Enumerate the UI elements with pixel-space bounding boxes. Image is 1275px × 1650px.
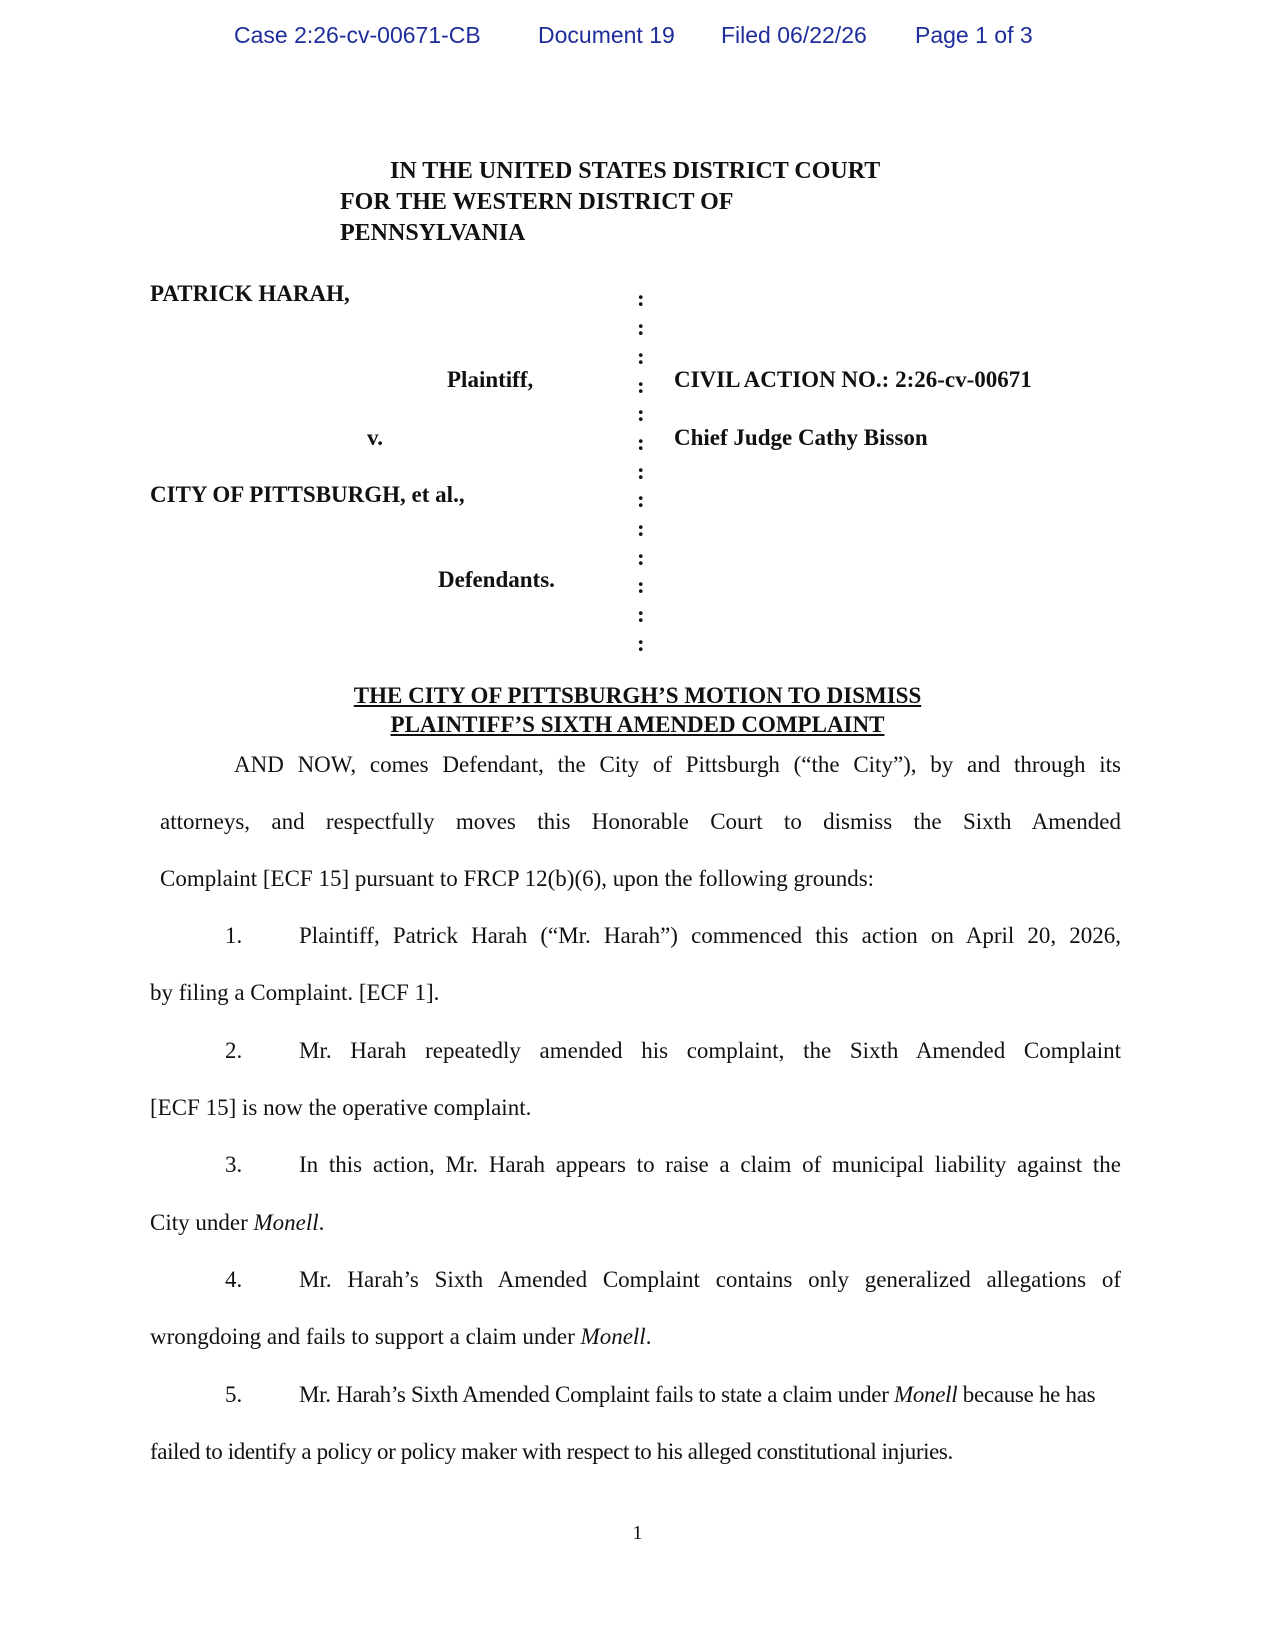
caption-separator: : [637, 602, 645, 627]
caption-separator: : [637, 344, 645, 369]
paragraph-number: 3. [225, 1152, 243, 1177]
ecf-filed-date: Filed 06/22/26 [721, 22, 867, 48]
caption-separator: : [637, 573, 645, 598]
intro-line3: Complaint [ECF 15] pursuant to FRCP 12(b)(6), upon the following grounds: [160, 866, 875, 891]
caption-separator: : [637, 487, 645, 512]
paragraph-4-line2-suffix: . [645, 1324, 652, 1349]
paragraph-number: 5. [225, 1382, 243, 1407]
ecf-case-number: Case 2:26-cv-00671-CB [234, 22, 481, 48]
court-heading-line2: FOR THE WESTERN DISTRICT OF [340, 189, 734, 215]
paragraph-5-line1-suffix: because he has [957, 1382, 1096, 1407]
defendant-label: Defendants. [438, 567, 555, 592]
paragraph-4-line2 [150, 1324, 651, 1350]
page-number: 1 [632, 1522, 643, 1544]
motion-title-line2: PLAINTIFF’S SIXTH AMENDED COMPLAINT [390, 712, 885, 737]
judge-name: Chief Judge Cathy Bisson [674, 425, 928, 450]
paragraph-2-line1-text: Mr. Harah repeatedly amended his complaint, the Sixth Amended Complaint [299, 1038, 1121, 1063]
intro-line1 [234, 752, 1121, 778]
paragraph-number: 1. [225, 923, 243, 948]
caption-separator: : [637, 631, 645, 656]
paragraph-2-line2: [ECF 15] is now the operative complaint. [150, 1095, 532, 1120]
intro-line1-text: AND NOW, comes Defendant, the City of Pittsburgh (“the City”), by and through its [234, 752, 1121, 777]
court-heading-line3: PENNSYLVANIA [340, 220, 526, 246]
case-citation: Monell [894, 1382, 958, 1407]
caption-separator: : [637, 459, 645, 484]
caption-separator: : [637, 401, 645, 426]
paragraph-5-line1-prefix: Mr. Harah’s Sixth Amended Complaint fails to state a claim under [299, 1382, 894, 1407]
ecf-document-number: Document 19 [538, 22, 675, 48]
paragraph-1-line1-text: Plaintiff, Patrick Harah (“Mr. Harah”) commenced this action on April 20, 2026, [299, 923, 1121, 948]
caption-separator: : [637, 516, 645, 541]
case-citation: Monell [253, 1210, 319, 1235]
intro-line2 [160, 809, 1121, 835]
paragraph-3-line2-prefix: City under [150, 1210, 254, 1235]
paragraph-1-line2: by filing a Complaint. [ECF 1]. [150, 980, 440, 1005]
court-heading-line1: IN THE UNITED STATES DISTRICT COURT [390, 158, 881, 184]
case-citation: Monell [580, 1324, 646, 1349]
paragraph-4-line1 [299, 1267, 1121, 1293]
caption-separator: : [637, 373, 645, 398]
caption-separator: : [637, 545, 645, 570]
paragraph-number: 2. [225, 1038, 243, 1063]
paragraph-5-line2: failed to identify a policy or policy maker with respect to his alleged constitutional injuries. [150, 1439, 953, 1464]
plaintiff-label: Plaintiff, [447, 367, 534, 392]
plaintiff-name: PATRICK HARAH, [150, 281, 350, 306]
caption-separator: : [637, 430, 645, 455]
paragraph-3-line1 [299, 1152, 1121, 1178]
paragraph-4-line2-prefix: wrongdoing and fails to support a claim under [150, 1324, 581, 1349]
paragraph-3-line2-suffix: . [318, 1210, 325, 1235]
civil-action-number: CIVIL ACTION NO.: 2:26-cv-00671 [674, 367, 1032, 392]
paragraph-2-line1 [299, 1038, 1121, 1064]
versus-label: v. [367, 425, 383, 450]
defendant-name: CITY OF PITTSBURGH, et al., [150, 482, 465, 507]
paragraph-5-line1 [299, 1382, 1121, 1408]
ecf-page-indicator: Page 1 of 3 [915, 22, 1033, 48]
paragraph-3-line1-text: In this action, Mr. Harah appears to raise a claim of municipal liability against the [299, 1152, 1121, 1177]
intro-line2-text: attorneys, and respectfully moves this Honorable Court to dismiss the Sixth Amended [160, 809, 1121, 834]
caption-separator: : [637, 286, 645, 311]
paragraph-number: 4. [225, 1267, 243, 1292]
motion-title-line1: THE CITY OF PITTSBURGH’S MOTION TO DISMISS [353, 683, 922, 708]
paragraph-3-line2 [150, 1210, 324, 1236]
paragraph-1-line1 [299, 923, 1121, 949]
caption-separator: : [637, 315, 645, 340]
paragraph-4-line1-text: Mr. Harah’s Sixth Amended Complaint contains only generalized allegations of [299, 1267, 1121, 1292]
